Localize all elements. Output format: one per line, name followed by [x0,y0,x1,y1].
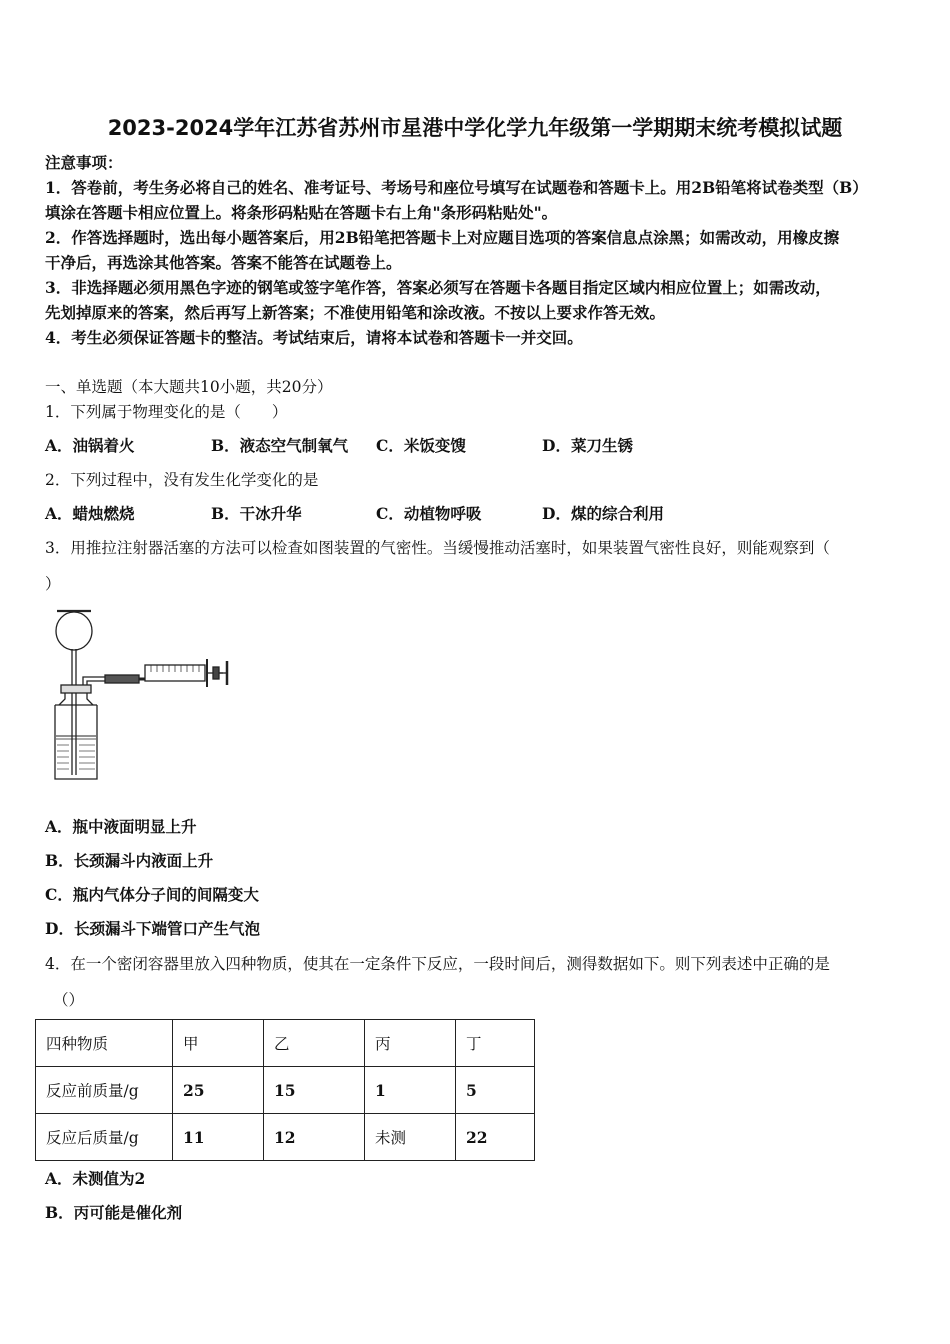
option-c: C．动植物呼吸 [376,504,482,523]
question-4-stem: 4．在一个密闭容器里放入四种物质，使其在一定条件下反应，一段时间后，测得数据如下。则下列表述中正确的是 [45,955,830,973]
table-header-row [36,1020,535,1067]
option-d: D．煤的综合利用 [542,504,664,523]
option-a: A．油锅着火 [45,436,135,455]
option-b: B．干冰升华 [211,504,302,523]
table-cell: 1 [365,1067,456,1114]
table-header-cell: 乙 [264,1020,365,1067]
table-cell: 反应前质量/g [36,1067,173,1114]
question-4-option-b: B．丙可能是催化剂 [45,1203,183,1222]
data-table [35,1019,535,1161]
notice-heading: 注意事项： [45,153,123,172]
question-3-option-c: C．瓶内气体分子间的间隔变大 [45,885,259,904]
question-3-option-d: D．长颈漏斗下端管口产生气泡 [45,919,260,938]
question-3-stem-end: ） [45,575,61,593]
option-c: C．米饭变馊 [376,436,466,455]
table-cell: 25 [173,1067,264,1114]
section-heading: 一、单选题（本大题共10小题，共20分） [45,378,333,396]
question-1-stem: 1．下列属于物理变化的是（ ） [45,403,288,421]
table-cell: 未测 [365,1114,456,1161]
question-4-stem-end: （） [53,991,85,1009]
table-header-cell: 甲 [173,1020,264,1067]
table-cell: 5 [456,1067,535,1114]
notice-line: 填涂在答题卡相应位置上。将条形码粘贴在答题卡右上角"条形码粘贴处"。 [45,203,558,222]
notice-line: 先划掉原来的答案，然后再写上新答案；不准使用铅笔和涂改液。不按以上要求作答无效。 [45,303,666,322]
option-b: B．液态空气制氧气 [211,436,349,455]
option-d: D．菜刀生锈 [542,436,633,455]
question-2-stem: 2．下列过程中，没有发生化学变化的是 [45,471,319,489]
option-a: A．蜡烛燃烧 [45,504,135,523]
table-row [36,1114,535,1161]
page-title: 2023-2024学年江苏省苏州市星港中学化学九年级第一学期期末统考模拟试题 [107,116,843,140]
question-3-stem: 3．用推拉注射器活塞的方法可以检查如图装置的气密性。当缓慢推动活塞时，如果装置气密性良好，则能观察到（ [45,539,830,557]
notice-line: 1．答卷前，考生务必将自己的姓名、准考证号、考场号和座位号填写在试题卷和答题卡上。用2B铅笔将试卷类型（B） [45,178,868,197]
notice-line: 4．考生必须保证答题卡的整洁。考试结束后，请将本试卷和答题卡一并交回。 [45,328,583,347]
notice-line: 干净后，再选涂其他答案。答案不能答在试题卷上。 [45,253,402,272]
table-header-cell: 丙 [365,1020,456,1067]
notice-line: 2．作答选择题时，选出每小题答案后，用2B铅笔把答题卡上对应题目选项的答案信息点涂黑；如需改动，用橡皮擦 [45,228,840,247]
question-3-option-b: B．长颈漏斗内液面上升 [45,851,214,870]
table-cell: 12 [264,1114,365,1161]
table-cell: 11 [173,1114,264,1161]
question-3-option-a: A．瓶中液面明显上升 [45,817,197,836]
table-header-cell: 四种物质 [36,1020,173,1067]
table-cell: 22 [456,1114,535,1161]
airtightness-apparatus-diagram [45,603,235,788]
table-row [36,1067,535,1114]
table-cell: 反应后质量/g [36,1114,173,1161]
notice-line: 3．非选择题必须用黑色字迹的钢笔或签字笔作答，答案必须写在答题卡各题目指定区域内相应位置上；如需改动， [45,278,831,297]
table-header-cell: 丁 [456,1020,535,1067]
question-4-option-a: A．未测值为2 [45,1169,146,1188]
table-cell: 15 [264,1067,365,1114]
